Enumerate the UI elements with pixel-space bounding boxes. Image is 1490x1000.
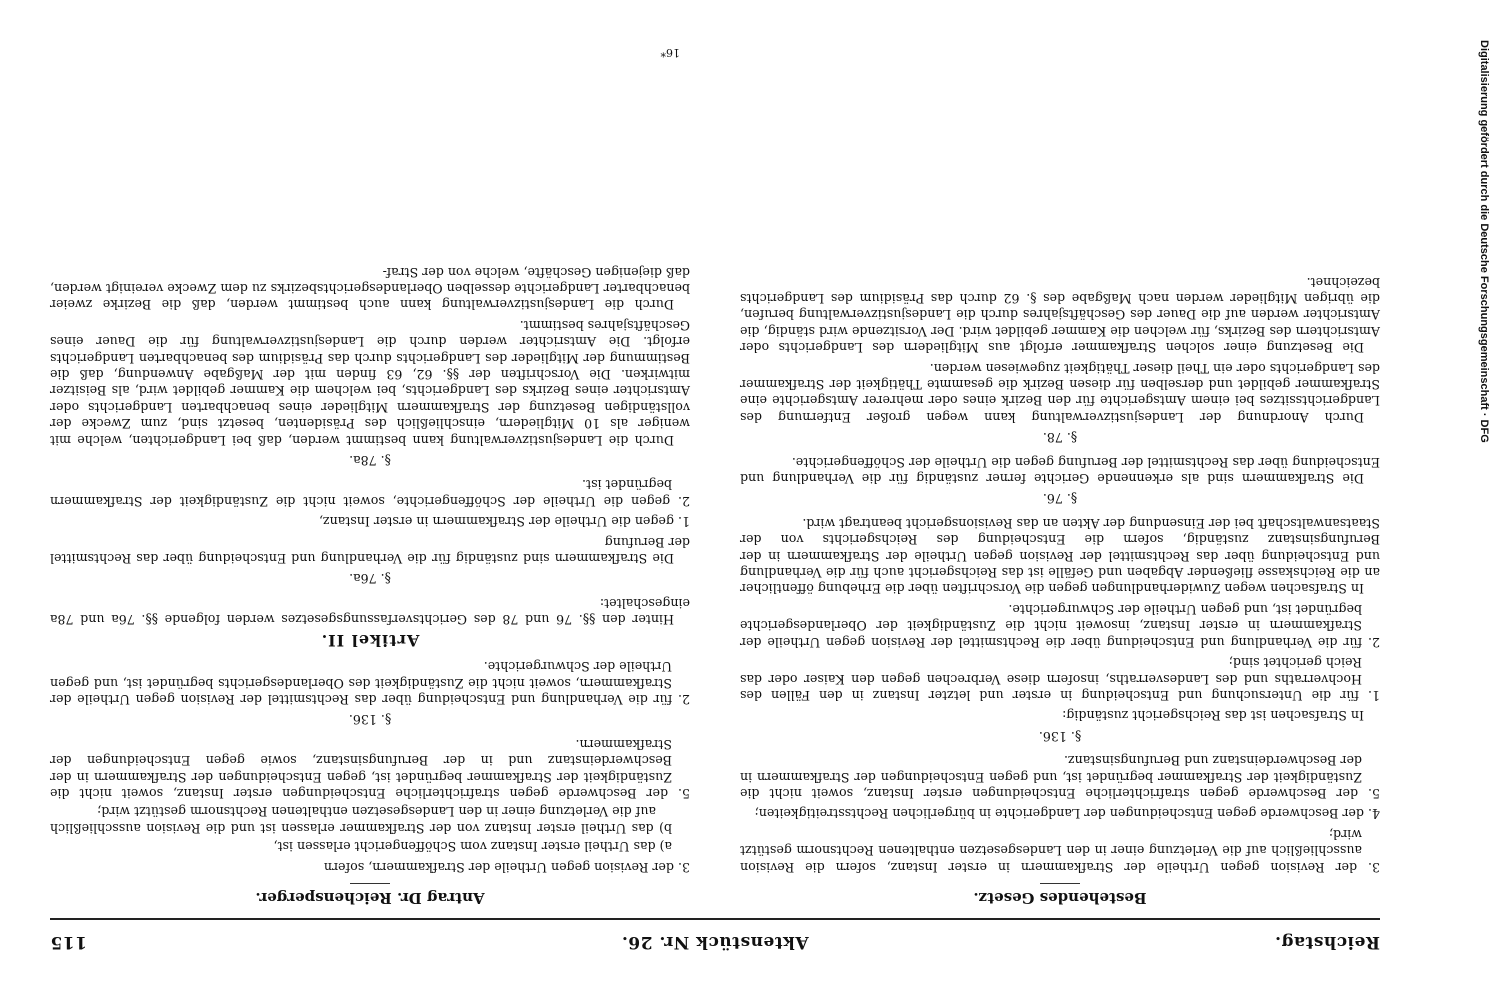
page-number: 115 bbox=[50, 932, 87, 952]
paragraph: Die Strafkammern sind zuständig für die Verhandlung und Entscheidung über das Rechtsmittel der Berufung bbox=[50, 534, 690, 567]
sub-item: b) das Urtheil erster Instanz von der Strafkammer erlassen ist und die Revision ausschließlich auf die Verletzung einer in den Landesgesetzen enthaltenen Rechtsnorm gestützt wird; bbox=[50, 804, 672, 836]
paragraph: Die Strafkammern sind als erkennende Gerichte ferner zuständig für die Verhandlung und Entscheidung über das Rechtsmittel der Berufung gegen die Urtheile der Schöffengerichte. bbox=[740, 454, 1380, 487]
list-item: 3. der Revision gegen Urtheile der Strafkammern, sofern bbox=[323, 859, 690, 875]
running-head-left: Reichstag. bbox=[1274, 932, 1380, 952]
dfg-funding-note: Digitalisierung gefördert durch die Deutsche Forschungsgemeinschaft · DFG bbox=[1478, 40, 1490, 443]
dfg-sidebar bbox=[1448, 40, 1490, 900]
list-item: 2. für die Verhandlung und Entscheidung über die Rechtsmittel der Revision gegen Urtheile der Strafkammern in erster Instanz, insoweit nicht die Zuständigkeit der Oberlandesgerichte begründet ist, und gegen Urtheile der Schwurgerichte. bbox=[740, 601, 1380, 650]
page-inner bbox=[50, 40, 1380, 988]
section-mark: §. 78. bbox=[1042, 430, 1078, 446]
list-item: 1. gegen die Urtheile der Strafkammern in erster Instanz, bbox=[319, 514, 690, 530]
sub-item: a) das Urtheil erster Instanz vom Schöffengericht erlassen ist, bbox=[273, 839, 672, 855]
paragraph: In Strafsachen ist das Reichsgericht zuständig: bbox=[1062, 708, 1364, 724]
section-mark: §. 136. bbox=[1038, 728, 1082, 744]
left-column-heading: Bestehendes Gesetz. bbox=[973, 889, 1147, 907]
list-item: 1. für die Untersuchung und Entscheidung in erster und letzter Instanz in den Fällen des Hochverraths und des Landesverraths, insofern diese Verbrechen gegen den Kaiser oder das Reich gerichtet sind; bbox=[740, 655, 1380, 703]
paragraph: Durch die Landesjustizverwaltung kann auch bestimmt werden, daß die Bezirke zweier benachbarter Landgerichte desselben Oberlandesgerichtsbezirks zu dem Zwecke vereinigt werden, daß diejenigen Geschäfte, welche von der Straf- bbox=[50, 264, 690, 313]
list-item: 2. gegen die Urtheile der Schöffengerichte, soweit nicht die Zuständigkeit der Strafkammern begründet ist. bbox=[50, 477, 690, 509]
list-item: 4. der Beschwerde gegen Entscheidungen der Landgerichte in bürgerlichen Rechtsstreitigkeiten; bbox=[754, 806, 1380, 822]
paragraph: Die Besetzung einer solchen Strafkammer erfolgt aus Mitgliedern des Landgerichts oder Amtsrichtern des Bezirks, für welchen die Kammer gebildet wird. Der Vorsitzende wird ständig, die Amtsrichter werden auf die Dauer des Geschäftsjahres durch die Landesjustizverwaltung berufen, die übrigen Mitglieder werden nach Maßgabe des §. 62 durch das Präsidium des Landgerichts bezeichnet. bbox=[740, 274, 1380, 356]
paragraph: Hinter den §§. 76 und 78 des Gerichtsverfassungsgesetzes werden folgende §§. 76a und 78a eingeschaltet: bbox=[50, 595, 690, 628]
section-mark: §. 76. bbox=[1042, 491, 1078, 507]
paragraph: Durch die Landesjustizverwaltung kann bestimmt werden, daß bei Landgerichten, welche mit weniger als 10 Mitgliedern, einschließlich des Präsidenten, besetzt sind, zum Zwecke der vollständigen Besetzung der Strafkammern Mitglieder eines benachbarten Landgerichts oder Amtsrichter eines Bezirks des Landgerichts, bei welchem die Kammer gebildet wird, als Beisitzer mitwirken. Die Vorschriften der §§. 62, 63 finden mit der Maßgabe Anwendung, daß die Bestimmung der Mitglieder des Landgerichts durch das Präsidium des benachbarten Landgerichts erfolgt. Die Amtsrichter werden durch die Landesjustizverwaltung für die Dauer eines Geschäftsjahres bestimmt. bbox=[50, 317, 690, 448]
list-item: 5. der Beschwerde gegen strafrichterliche Entscheidungen erster Instanz, soweit nicht die Zuständigkeit der Strafkammer begründet ist, und gegen Entscheidungen der Strafkammern in der Beschwerdeinstanz und Berufungsinstanz. bbox=[740, 753, 1380, 801]
section-mark: §. 76a. bbox=[349, 571, 391, 587]
paragraph: Durch Anordnung der Landesjustizverwaltung kann wegen großer Entfernung des Landgerichtssitzes bei einem Amtsgerichte für den Bezirk eines oder mehrerer Amtsgerichte eine Strafkammer gebildet und derselben für diesen Bezirk die gesammte Thätigkeit der Strafkammer des Landgerichts oder ein Theil dieser Thätigkeit zugewiesen werden. bbox=[740, 360, 1380, 425]
list-item: 3. der Revision gegen Urtheile der Strafkammern in erster Instanz, sofern die Revision ausschließlich auf die Verletzung einer in den Landesgesetzen enthaltenen Rechtsnorm gestützt wird; bbox=[740, 826, 1380, 875]
right-column bbox=[50, 259, 690, 906]
section-mark: §. 136. bbox=[348, 712, 392, 728]
heading-rule bbox=[1040, 883, 1080, 884]
signature-mark: 16* bbox=[660, 46, 680, 59]
header-rule bbox=[50, 918, 1380, 920]
list-item: 5. der Beschwerde gegen strafrichterliche Entscheidungen erster Instanz, soweit nicht die Zuständigkeit der Strafkammer begründet ist, gegen Entscheidungen der Strafkammern in der Beschwerdeinstanz und in der Berufungsinstanz, sowie gegen Entscheidungen der Strafkammern. bbox=[50, 736, 690, 801]
list-item: 2. für die Verhandlung und Entscheidung über das Rechtsmittel der Revision gegen Urtheile der Strafkammern, soweit nicht die Zuständigkeit des Oberlandesgerichts begründet ist, und gegen Urtheile der Schwurgerichte. bbox=[50, 659, 690, 707]
section-mark: §. 78a. bbox=[349, 453, 391, 469]
paragraph: In Strafsachen wegen Zuwiderhandlungen gegen die Vorschriften über die Erhebung öffentlicher an die Reichskasse fließender Abgaben und Gefälle ist das Reichsgericht auch für die Verhandlung und Entscheidung über das Rechtsmittel der Revision gegen Urtheile der Strafkammern in der Berufungsinstanz zuständig, sofern die Entscheidung des Reichsgerichts von der Staatsanwaltschaft bei der Einsendung der Akten an das Revisionsgericht beantragt wird. bbox=[740, 515, 1380, 597]
heading-rule bbox=[350, 883, 390, 884]
running-head-center: Aktenstück Nr. 26. bbox=[621, 932, 809, 952]
article-heading: Artikel II. bbox=[320, 630, 420, 650]
right-column-heading: Antrag Dr. Reichensperger. bbox=[255, 889, 485, 907]
left-column bbox=[740, 269, 1380, 906]
